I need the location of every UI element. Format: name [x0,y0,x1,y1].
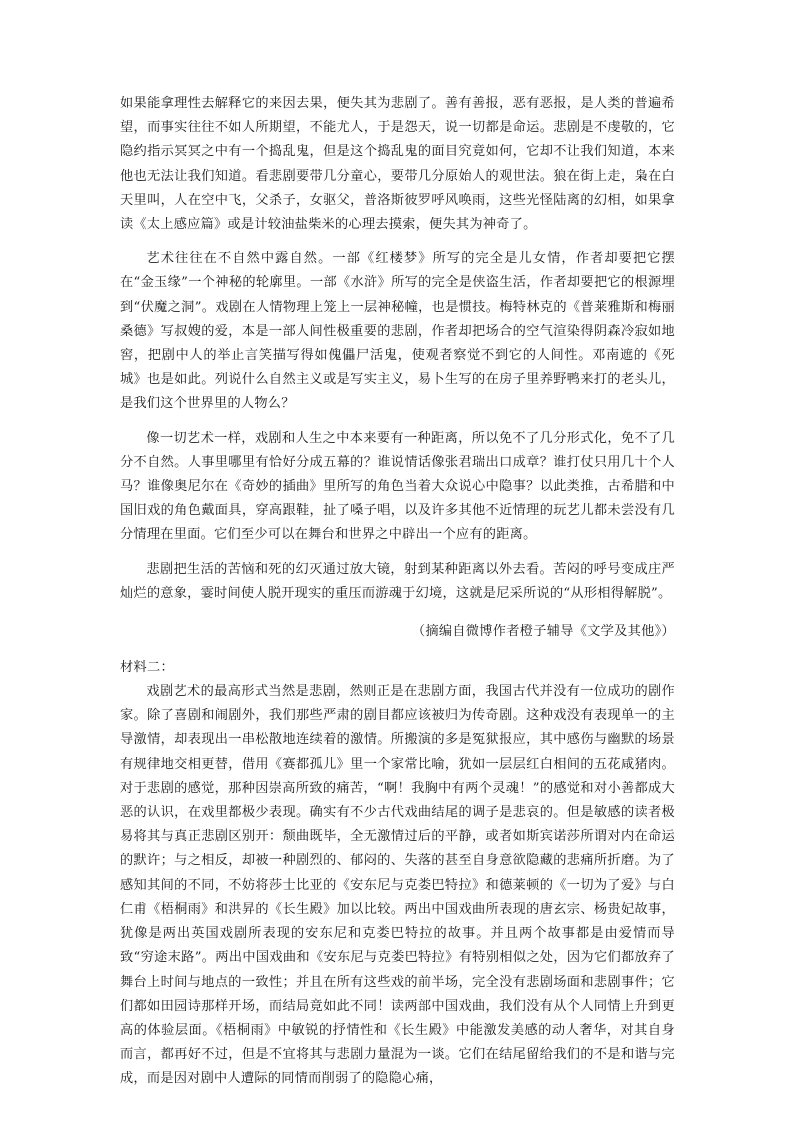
material-2-label: 材料二： [120,660,174,676]
source-citation: （摘编自微博作者橙子辅导《文学及其他》） [411,624,675,640]
paragraph-3: 像一切艺术一样，戏剧和人生之中本来要有一种距离，所以免不了几分形式化，免不了几分不自然。人事里哪里有恰好分成五幕的？谁说情话像张君瑞出口成章？谁打仗只用几十个人马？谁像奥尼尔在《奇妙的插曲》里所写的角色当着大众说心中隐事？以此类推，古希腊和中国旧戏的角色戴面具，穿高跟鞋，扯了嗓子唱，以及许多其他不近情理的玩艺儿都未尝没有几分情理在里面。它们至少可以在舞台和世界之中辟出一个应有的距离。 [120,430,675,543]
document-page [120,92,675,1092]
paragraph-2: 艺术往往在不自然中露自然。一部《红楼梦》所写的完全是儿女情，作者却要把它摆在“金玉缘”一个神秘的轮廓里。一部《水浒》所写的完全是侠盗生活，作者却要把它的根源埋到“伏魔之洞”。戏剧在人情物理上笼上一层神秘幢，也是惯技。梅特林克的《普莱雅斯和梅丽桑德》写叔嫂的爱，本是一部人间性极重要的悲剧，作者却把场合的空气渲染得阴森冷寂如地窖，把剧中人的举止言笑描写得如傀儡尸活鬼，使观者察觉不到它的人间性。邓南遮的《死城》也是如此。列说什么自然主义或是写实主义，易卜生写的在房子里养野鸭来打的老头儿，是我们这个世界里的人物么？ [120,251,675,412]
paragraph-1: 如果能拿理性去解释它的来因去果，便失其为悲剧了。善有善报，恶有恶报，是人类的普遍希望，而事实往往不如人所期望，不能尤人，于是怨天，说一切都是命运。悲剧是不虔敬的，它隐约指示冥冥之中有一个捣乱鬼，但是这个捣乱鬼的面目究竟如何，它却不让我们知道，本来他也无法让我们知道。看悲剧要带几分童心，要带几分原始人的观世法。狼在街上走，枭在白天里叫，人在空中飞，父杀子，女驱父，普洛斯彼罗呼风唤雨，这些光怪陆离的幻相，如果拿读《太上感应篇》或是计较油盐柴米的心理去摸索，便失其为神奇了。 [120,96,675,233]
paragraph-4: 悲剧把生活的苦恼和死的幻灭通过放大镜，射到某种距离以外去看。苦闷的呼号变成庄严灿烂的意象，霎时间使人脱开现实的重压而游魂于幻境，这就是尼采所说的“从形相得解脱”。 [120,561,675,601]
material-2-paragraph: 戏剧艺术的最高形式当然是悲剧，然则正是在悲剧方面，我国古代并没有一位成功的剧作家。除了喜剧和闹剧外，我们那些严肃的剧目都应该被归为传奇剧。这种戏没有表现单一的主导激情，却表现出一串松散地连续着的激情。所搬演的多是冤狱报应，其中感伤与幽默的场景有规律地交相更替，借用《赛都孤儿》里一个家常比喻，犹如一层层红白相间的五花咸猪肉。对于悲剧的感觉，那种因崇高所致的痛苦，“啊！我胸中有两个灵魂！”的感觉和对小善都成大恶的认识，在戏里都极少表现。确实有不少古代戏曲结尾的调子是悲哀的。但是敏感的读者极易将其与真正悲剧区别开：颓曲既毕，全无激情过后的平静，或者如斯宾诺莎所谓对内在命运的默许；与之相反，却被一种剧烈的、郁闷的、失落的甚至自身意欲隐藏的悲痛所折磨。为了感知其间的不同，不妨将莎士比亚的《安东尼与克娄巴特拉》和德莱顿的《一切为了爱》与白仁甫《梧桐雨》和洪昇的《长生殿》加以比较。两出中国戏曲所表现的唐玄宗、杨贵妃故事，犹像是两出英国戏剧所表现的安东尼和克娄巴特拉的故事。并且两个故事都是由爱情而导致“穷途末路”。两出中国戏曲和《安东尼与克娄巴特拉》有特别相似之处，因为它们都放弃了舞台上时间与地点的一致性；并且在所有这些戏的前半场，完全没有悲剧场面和悲剧事件；它们都如田园诗那样开场，而结局竟如此不同！读两部中国戏曲，我们没有从个人同情上升到更高的体验层面。《梧桐雨》中敏锐的抒情性和《长生殿》中能激发美感的动人奢华，对其自身而言，都再好不过，但是不宜将其与悲剧力量混为一谈。它们在结尾留给我们的不是和谐与完成，而是因对剧中人遭际的同情而削弱了的隐隐心痛， [120,684,675,1087]
